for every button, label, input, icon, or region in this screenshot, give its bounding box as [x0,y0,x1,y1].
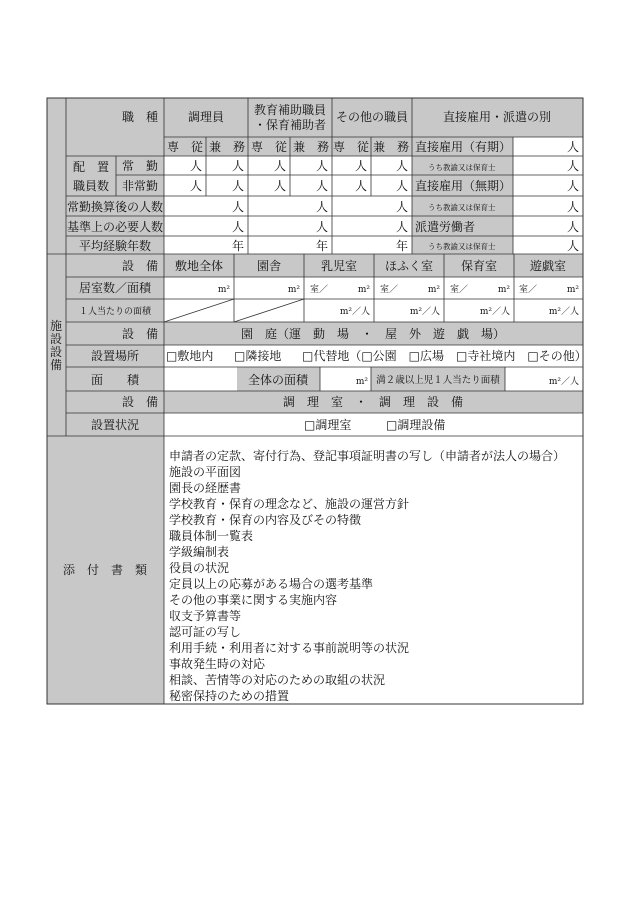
attachment-item: 職員体制一覧表 [169,529,254,543]
facility-equip-header: 設 備 [121,259,159,273]
unit-person: 人 [315,200,328,214]
header-assistant-line2: ・保育補助者 [253,118,327,132]
col-play-room: 遊戯室 [529,259,567,273]
unit-year: 年 [315,239,328,253]
checkbox-substitute[interactable]: □代替地（□公園 □広場 □寺社境内 □その他） [302,349,587,363]
col-site-total: 敷地全体 [174,259,224,273]
header-other-staff: その他の職員 [335,110,409,124]
unit-m2-per-person: m²／人 [409,307,440,317]
header-assistant-line1: 教育補助職員 [253,103,327,117]
col-building: 園舎 [256,259,282,273]
attachments-list [169,448,565,703]
header-cook: 調理員 [187,110,225,124]
label-of-which-teachers: うち教諭又は保育士 [428,242,496,251]
row-location: 設置場所 [90,349,140,363]
row-label-part-time: 非常勤 [121,179,159,193]
attachment-item: 園長の経歴書 [169,481,242,495]
unit-person: 人 [231,159,244,173]
unit-person: 人 [395,179,408,193]
unit-person: 人 [231,220,244,234]
label-total-area: 全体の面積 [247,373,309,387]
unit-person: 人 [231,179,244,193]
unit-m2: m² [357,285,370,295]
attachment-item: その他の事業に関する実施内容 [169,593,338,607]
label-per-child-2up: 満２歳以上児１人当たり面積 [376,375,500,386]
unit-person: 人 [273,159,286,173]
unit-m2: m² [497,285,510,295]
row-label-assignment-2: 職員数 [72,179,110,193]
checkbox-kitchen-equipment[interactable]: □調理設備 [386,418,446,432]
subheader-concurrent: 兼 務 [208,140,246,154]
unit-person: 人 [315,179,328,193]
row-label-avg-years: 平均経験年数 [78,239,152,253]
row-area: 面 積 [90,373,140,387]
facility-equip-header: 設 備 [121,327,159,341]
facility-equip-header: 設 備 [121,395,159,409]
unit-person: 人 [566,220,579,234]
unit-year: 年 [395,239,408,253]
subheader-concurrent: 兼 務 [292,140,330,154]
row-install-status: 設置状況 [90,418,140,432]
attachment-item: 学校教育・保育の理念など、施設の運営方針 [169,497,410,511]
unit-person: 人 [189,179,202,193]
unit-m2-per-person: m²／人 [479,307,510,317]
unit-person: 人 [189,159,202,173]
attachment-item: 申請者の定款、寄付行為、登記事項証明書の写し（申請者が法人の場合） [169,449,566,463]
unit-person: 人 [395,220,408,234]
col-crawl-room: ほふく室 [384,259,434,273]
unit-m2: m² [566,285,579,295]
checkbox-adjacent[interactable]: □隣接地 [234,349,282,363]
unit-person: 人 [566,159,579,173]
attachments-label: 添 付 書 類 [62,563,148,577]
label-of-which-teachers: うち教諭又は保育士 [428,203,496,212]
unit-person: 人 [395,200,408,214]
attachment-item: 定員以上の応募がある場合の選考基準 [169,577,374,591]
col-infant-room: 乳児室 [320,259,358,273]
row-label-required: 基準上の必要人数 [66,220,164,234]
unit-m2: m² [217,285,230,295]
subheader-full-time: 専 従 [332,140,370,154]
unit-person: 人 [395,159,408,173]
kitchen-title: 調 理 室 ・ 調 理 設 備 [282,395,464,409]
attachment-item: 施設の平面図 [169,465,242,479]
header-occupation: 職 種 [121,110,159,124]
unit-person: 人 [354,179,367,193]
unit-person: 人 [315,159,328,173]
unit-year: 年 [231,239,244,253]
unit-person: 人 [566,200,579,214]
unit-person: 人 [566,179,579,193]
row-rooms-area: 居室数／面積 [78,281,152,295]
attachment-item: 秘密保持のための措置 [169,689,290,703]
unit-m2-per-person: m²／人 [548,307,579,317]
col-nursery-room: 保育室 [460,259,498,273]
attachment-item: 利用手続・利用者に対する事前説明等の状況 [169,641,410,655]
checkbox-onsite[interactable]: □敷地内 [166,349,214,363]
header-employment-type: 直接雇用・派遣の別 [442,110,552,124]
unit-person: 人 [273,179,286,193]
attachment-item: 役員の状況 [169,561,230,575]
row-label-regular: 常 勤 [121,159,159,173]
facility-side-label: 施設設備 [49,319,62,372]
garden-title: 園 庭（運 動 場 ・ 屋 外 遊 戯 場） [240,327,506,341]
unit-person: 人 [566,140,579,154]
unit-m2-per-person: m²／人 [548,377,579,387]
unit-m2: m² [287,285,300,295]
label-direct-open-term: 直接雇用（無期） [415,179,512,193]
room-count-prefix: 室／ [519,285,538,295]
unit-person: 人 [231,200,244,214]
room-count-prefix: 室／ [380,285,399,295]
unit-m2: m² [355,377,368,387]
label-dispatch-workers: 派遣労働者 [415,220,476,234]
row-per-person-area: １人当たりの面積 [78,307,152,317]
label-direct-fixed-term: 直接雇用（有期） [415,140,512,154]
subheader-full-time: 専 従 [166,140,204,154]
unit-person: 人 [354,159,367,173]
subheader-full-time: 専 従 [250,140,288,154]
unit-person: 人 [566,239,579,253]
attachment-item: 認可証の写し [169,625,242,639]
attachment-item: 学校教育・保育の内容及びその特徴 [169,513,362,527]
checkbox-kitchen-room[interactable]: □調理室 [304,418,352,432]
unit-person: 人 [315,220,328,234]
attachment-item: 事故発生時の対応 [169,657,266,671]
attachment-item: 収支予算書等 [169,609,242,623]
attachment-item: 学級編制表 [169,545,230,559]
unit-m2: m² [427,285,440,295]
label-of-which-teachers: うち教諭又は保育士 [428,163,496,172]
row-label-fte: 常勤換算後の人数 [66,200,164,214]
room-count-prefix: 室／ [310,285,329,295]
unit-m2-per-person: m²／人 [339,307,370,317]
row-label-assignment-1: 配 置 [72,160,110,174]
subheader-concurrent: 兼 務 [372,140,410,154]
room-count-prefix: 室／ [450,285,469,295]
attachment-item: 相談、苦情等の対応のための取組の状況 [169,673,386,687]
